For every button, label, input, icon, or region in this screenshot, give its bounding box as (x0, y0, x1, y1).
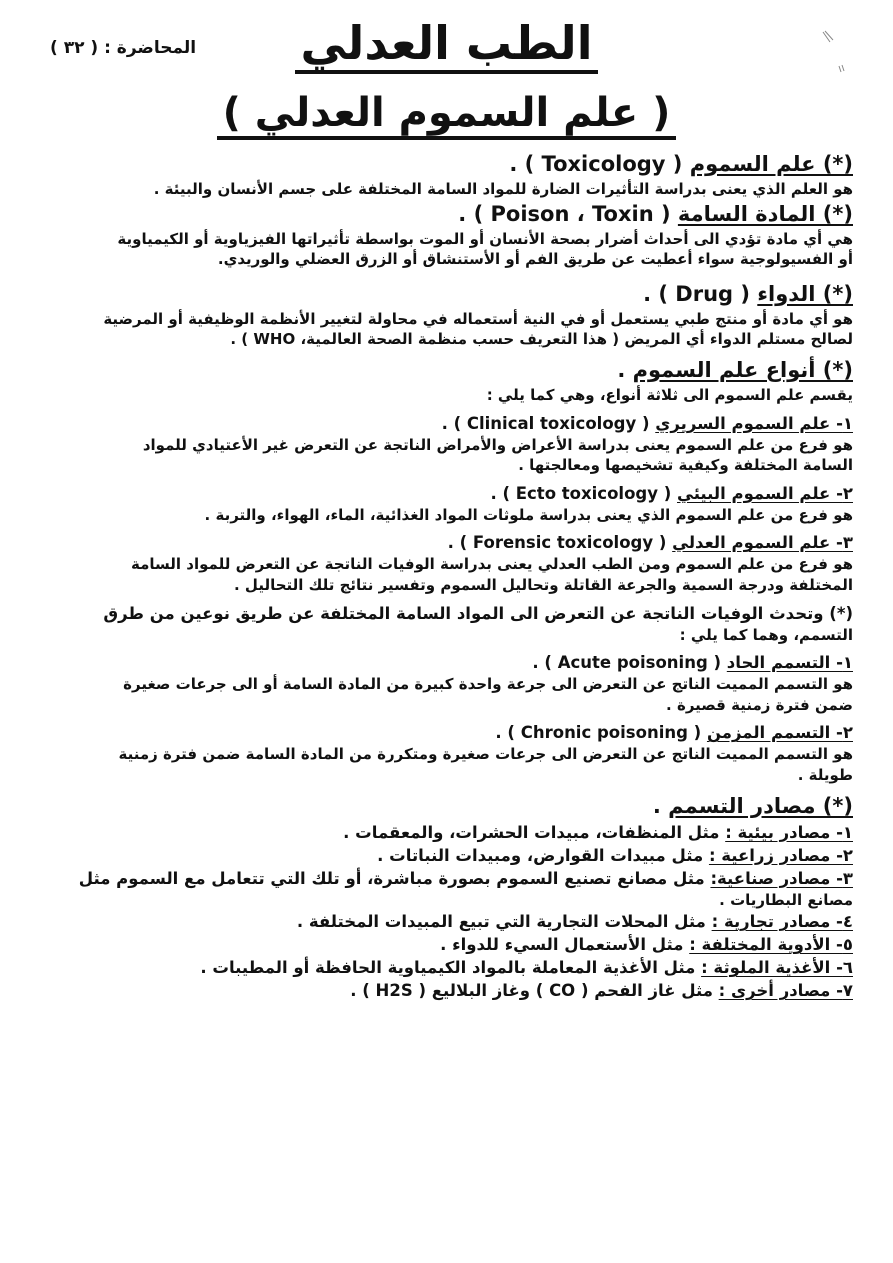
paragraph-line: (*) وتحدث الوفيات الناتجة عن التعرض الى المواد السامة المختلفة عن طريق نوعين من طرق (103, 603, 853, 623)
paragraph-line: المختلفة ودرجة السمية والجرعة القاتلة وتحاليل السموم وتفسير نتائج تلك التحاليل . (234, 575, 853, 594)
paragraph-line: مصانع البطاريات . (719, 890, 853, 909)
source-item: ١- مصادر بيئية : مثل المنظفات، مبيدات الحشرات، والمعقمات . (343, 822, 853, 842)
paragraph-line: هو التسمم المميت الناتج عن التعرض الى جرعات صغيرة ومتكررة من المادة السامة ضمن فترة زمنية (118, 745, 853, 764)
paragraph-line: ضمن فترة زمنية قصيرة . (666, 695, 853, 714)
paragraph-line: يقسم علم السموم الى ثلاثة أنواع، وهي كما يلي : (486, 385, 853, 404)
heading-poisoning-sources: (*) مصادر التسمم . (652, 793, 853, 818)
page-subtitle: ( علم السموم العدلي ) (0, 88, 893, 138)
subheading-clinical: ١- علم السموم السريري ( Clinical toxicology ) . (441, 413, 853, 433)
subheading-chronic: ٢- التسمم المزمن ( Chronic poisoning ) . (495, 723, 853, 743)
source-item: ٢- مصادر زراعية : مثل مبيدات القوارض، ومبيدات النباتات . (377, 845, 853, 865)
scan-smudge-icon (821, 28, 847, 76)
paragraph-line: أو الفسيولوجية سواء أعطيت عن طريق الفم أو الأستنشاق أو الزرق العضلي والوريدي. (217, 250, 853, 269)
paragraph-line: هو العلم الذي يعنى بدراسة التأثيرات الضارة للمواد السامة المختلفة على جسم الأنسان والبيئة . (153, 180, 853, 198)
lecture-number: المحاضرة : ( ٣٢ ) (50, 38, 197, 58)
subheading-ecto: ٢- علم السموم البيئي ( Ecto toxicology ) . (490, 483, 853, 503)
paragraph-line: السامة المختلفة وكيفية تشخيصها ومعالجتها . (518, 456, 853, 475)
heading-poison: (*) المادة السامة ( Poison ، Toxin ) . (458, 201, 853, 226)
source-item: ٧- مصادر أخرى : مثل غاز الفحم ( CO ) وغاز البلاليع ( H2S ) . (350, 981, 853, 1001)
paragraph-line: هو فرع من علم السموم يعنى بدراسة الأعراض والأمراض الناتجة عن التعرض غير الأعتيادي للمواد (142, 435, 853, 454)
heading-drug: (*) الدواء ( Drug ) . (643, 281, 853, 306)
paragraph-line: هو التسمم المميت الناتج عن التعرض الى جرعة واحدة كبيرة من المادة السامة أو الى جرعات صغيرة (123, 675, 853, 694)
paragraph-line: هي أي مادة تؤدي الى أحداث أضرار بصحة الأنسان أو الموت بواسطة تأثيراتها الفيزياوية أو الكيمياوية (117, 229, 853, 248)
paragraph-line: لصالح مستلم الدواء أي المريض ( هذا التعريف حسب منظمة الصحة العالمية، WHO ) . (230, 330, 853, 349)
document-body (28, 150, 853, 1002)
source-item: ٦- الأغذية الملوثة : مثل الأغذية المعاملة بالمواد الكيمياوية الحافظة أو المطيبات . (200, 958, 853, 978)
heading-toxicology-types: (*) أنواع علم السموم . (617, 357, 853, 382)
source-item: ٥- الأدوية المختلفة : مثل الأستعمال السيء للدواء . (440, 935, 853, 955)
paragraph-line: هو أي مادة أو منتج طبي يستعمل أو في النية أستعماله في محاولة لتغيير الأنظمة الوظيفية أو المرضية (103, 309, 853, 328)
subheading-forensic: ٣- علم السموم العدلي ( Forensic toxicology ) . (447, 533, 853, 553)
page-title: الطب العدلي (0, 14, 893, 72)
source-item: ٣- مصادر صناعية: مثل مصانع تصنيع السموم بصورة مباشرة، أو تلك التي تتعامل مع السموم مثل (78, 868, 853, 888)
heading-toxicology: (*) علم السموم ( Toxicology ) . (509, 152, 853, 176)
paragraph-line: التسمم، وهما كما يلي : (679, 625, 853, 644)
source-item: ٤- مصادر تجارية : مثل المحلات التجارية التي تبيع المبيدات المختلفة . (296, 912, 853, 932)
subheading-acute: ١- التسمم الحاد ( Acute poisoning ) . (532, 653, 853, 673)
paragraph-line: هو فرع من علم السموم ومن الطب العدلي يعنى بدراسة الوفيات الناتجة عن التعرض للمواد السامة (131, 555, 853, 574)
paragraph-line: طويلة . (797, 765, 853, 784)
paragraph-line: هو فرع من علم السموم الذي يعنى بدراسة ملوثات المواد الغذائية، الماء، الهواء، والتربة . (204, 505, 853, 524)
